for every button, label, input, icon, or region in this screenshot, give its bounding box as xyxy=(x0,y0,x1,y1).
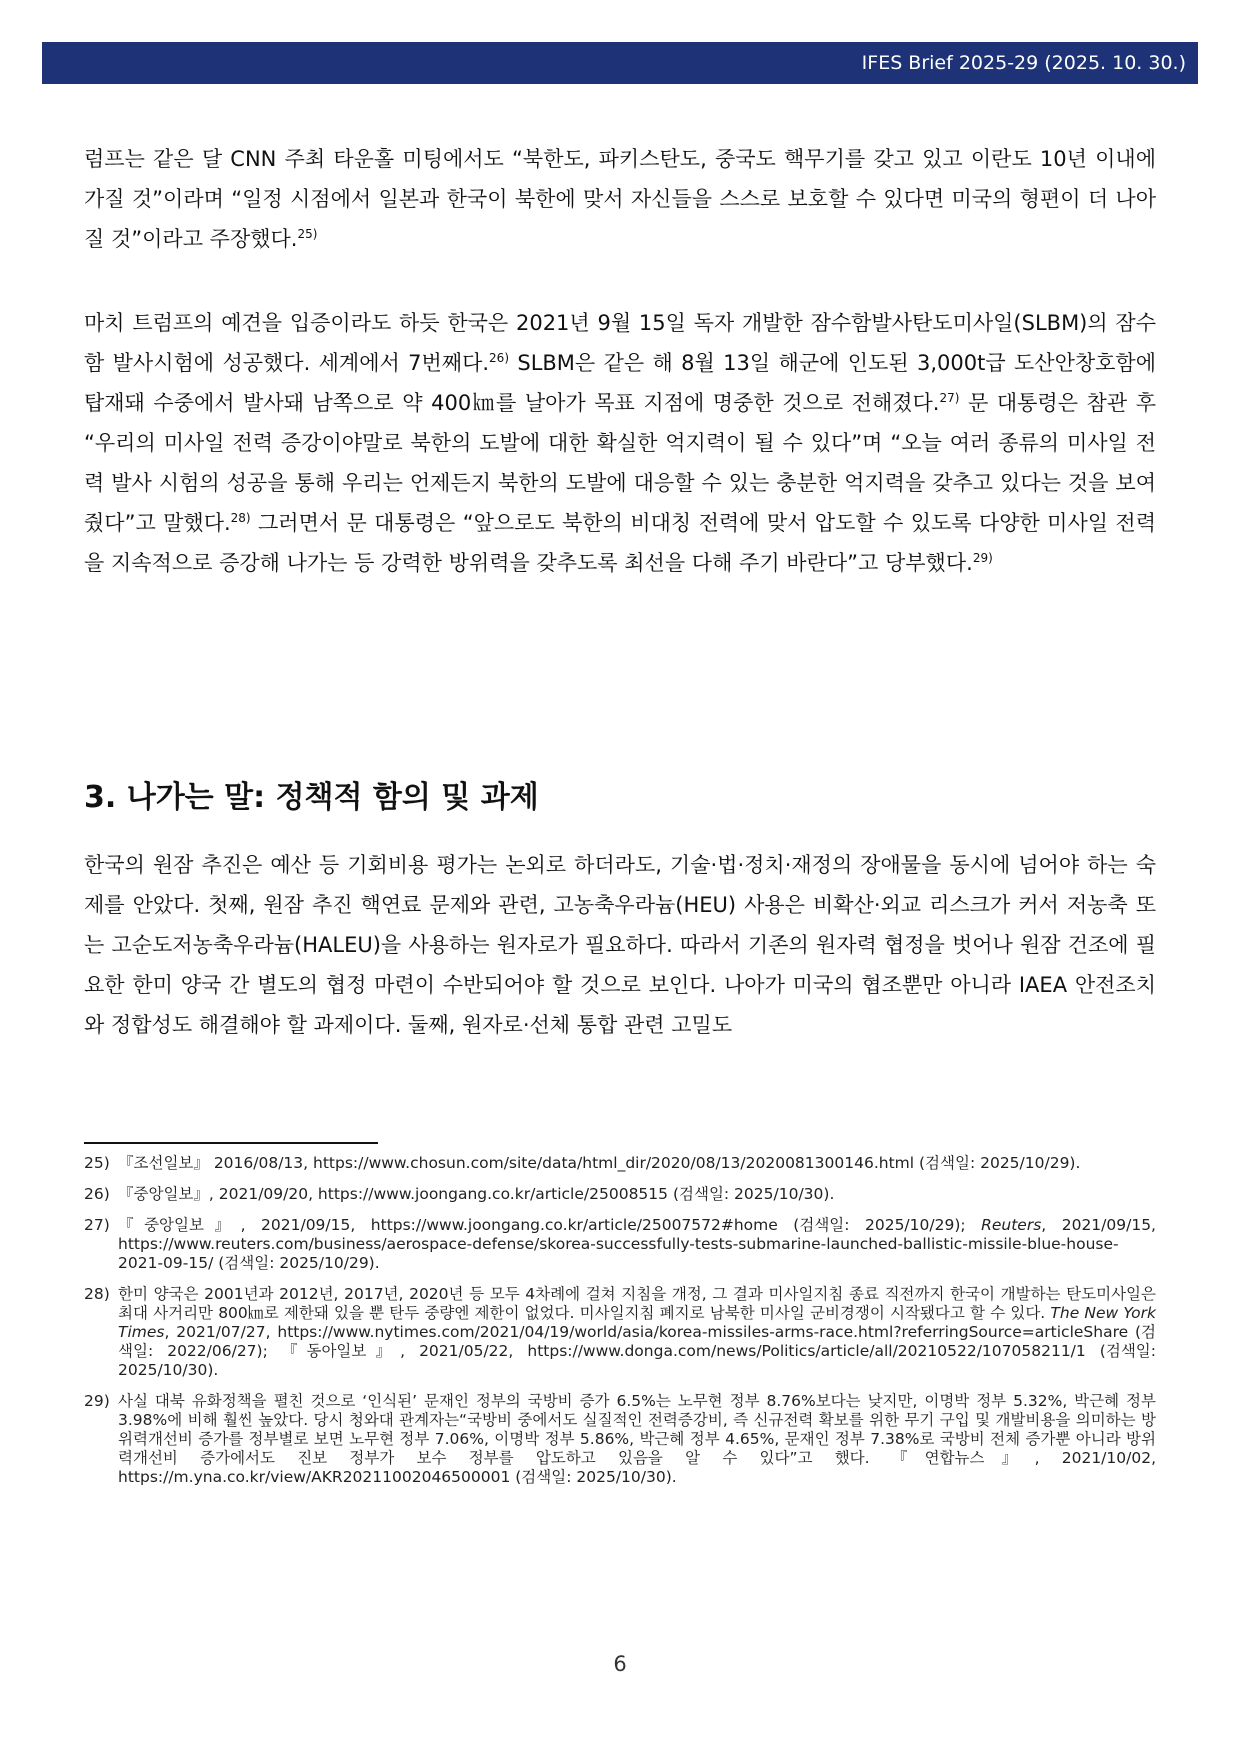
footnote-text: 『조선일보』 2016/08/13, https://www.chosun.com/site/data/html_dir/2020/08/13/2020081300146.html (검색일: 2025/10/29). xyxy=(118,1154,1081,1172)
footnote-27 xyxy=(84,1216,1156,1273)
paragraph-text: 문 대통령은 참관 후 “우리의 미사일 전력 증강이야말로 북한의 도발에 대한 확실한 억지력이 될 수 있다”며 “오늘 여러 종류의 미사일 전력 발사 시험의 성공을 통해 우리는 언제든지 북한의 도발에 대응할 수 있는 충분한 억지력을 갖추고 있다는 것을 보여줬다”고 말했다. xyxy=(84,391,1156,535)
footnote-text-part: 『중앙일보』, 2021/09/15, https://www.joongang.co.kr/article/25007572#home (검색일: 2025/10/29); xyxy=(118,1216,982,1234)
footnote-ref-29[interactable]: 29) xyxy=(972,551,993,565)
paragraph-trump-townhall xyxy=(84,139,1156,259)
paragraph-text: 럼프는 같은 달 CNN 주최 타운홀 미팅에서도 “북한도, 파키스탄도, 중국도 핵무기를 갖고 있고 이란도 10년 이내에 가질 것”이라며 “일정 시점에서 일본과 한국이 북한에 맞서 자신들을 스스로 보호할 수 있다면 미국의 형편이 더 나아질 것”이라고 주장했다. xyxy=(84,147,1156,251)
source-title: The New York Times xyxy=(118,1304,1156,1341)
footnote-text: 사실 대북 유화정책을 펼친 것으로 ‘인식된’ 문재인 정부의 국방비 증가 6.5%는 노무현 정부 8.76%보다는 낮지만, 이명박 정부 5.32%, 박근혜 정부 3.98%에 비해 훨씬 높았다. 당시 청와대 관계자는“국방비 중에서도 실질적인 전력증강비, 즉 신규전력 확보를 위한 무기 구입 및 개발비용을 의미하는 방위력개선비 증가를 정부별로 보면 노무현 정부 7.06%, 이명박 정부 5.86%, 박근혜 정부 4.65%, 문재인 정부 7.38%로 국방비 전체 증가뿐 아니라 방위력개선비 증가에서도 진보 정부가 보수 정부를 압도하고 있음을 알 수 있다”고 했다. 『연합뉴스』, 2021/10/02, https://m.yna.co.kr/view/AKR20211002046500001 (검색일: 2025/10/30). xyxy=(118,1392,1156,1486)
footnote-29 xyxy=(84,1392,1156,1487)
footnote-ref-26[interactable]: 26) xyxy=(489,351,509,365)
footnote-number: 26) xyxy=(84,1185,110,1203)
paragraph-text: 마치 트럼프의 예견을 입증이라도 하듯 한국은 2021년 9월 15일 독자 개발한 잠수함발사탄도미사일(SLBM)의 잠수함 발사시험에 성공했다. 세계에서 7번째다. xyxy=(84,311,1156,375)
footnote-text-part: , 2021/09/15, https://www.reuters.com/business/aerospace-defense/skorea-successfully-tests-submarine-launched-ballistic-missile-blue-house-2021-09-15/ (검색일: 2025/10/29). xyxy=(118,1216,1156,1272)
paragraph-text: SLBM은 같은 해 8월 13일 해군에 인도된 3,000t급 도산안창호함에 탑재돼 수중에서 발사돼 남쪽으로 약 400㎞를 날아가 목표 지점에 명중한 것으로 전해졌다. xyxy=(84,351,1156,415)
footnote-ref-27[interactable]: 27) xyxy=(939,391,960,405)
paragraph-slbm-test xyxy=(84,303,1156,583)
footnote-number: 28) xyxy=(84,1285,110,1303)
footnote-text: 『중앙일보』, 2021/09/20, https://www.joongang.co.kr/article/25008515 (검색일: 2025/10/30). xyxy=(118,1185,835,1203)
footnote-ref-28[interactable]: 28) xyxy=(230,511,251,525)
header-bar xyxy=(42,42,1198,84)
paragraph-policy-implications: 한국의 원잠 추진은 예산 등 기회비용 평가는 논외로 하더라도, 기술·법·정치·재정의 장애물을 동시에 넘어야 하는 숙제를 안았다. 첫째, 원잠 추진 핵연료 문제와 관련, 고농축우라늄(HEU) 사용은 비확산·외교 리스크가 커서 저농축 또는 고순도저농축우라늄(HALEU)을 사용하는 원자로가 필요하다. 따라서 기존의 원자력 협정을 벗어나 원잠 건조에 필요한 한미 양국 간 별도의 협정 마련이 수반되어야 할 것으로 보인다. 나아가 미국의 협조뿐만 아니라 IAEA 안전조치와 정합성도 해결해야 할 과제이다. 둘째, 원자로·선체 통합 관련 고밀도 xyxy=(84,853,1156,1037)
footnote-26 xyxy=(84,1185,1156,1204)
footnote-text xyxy=(118,1285,1156,1380)
footnote-28 xyxy=(84,1285,1156,1380)
footnote-ref-25[interactable]: 25) xyxy=(297,227,318,241)
footnote-text xyxy=(118,1216,1156,1273)
footnote-number: 25) xyxy=(84,1154,110,1172)
page-number: 6 xyxy=(613,1652,627,1676)
footnote-divider xyxy=(84,1142,378,1144)
source-title: Reuters xyxy=(981,1216,1042,1234)
section-heading: 3. 나가는 말: 정책적 함의 및 과제 xyxy=(84,780,539,815)
document-series-title: IFES Brief 2025-29 (2025. 10. 30.) xyxy=(861,52,1186,74)
footnotes xyxy=(84,1154,1156,1499)
footnote-number: 27) xyxy=(84,1216,110,1234)
footnote-number: 29) xyxy=(84,1392,110,1410)
footnote-25 xyxy=(84,1154,1156,1173)
footnote-text-part: 한미 양국은 2001년과 2012년, 2017년, 2020년 등 모두 4차례에 걸쳐 지침을 개정, 그 결과 미사일지침 종료 직전까지 한국이 개발하는 탄도미사일은 최대 사거리만 800㎞로 제한돼 있을 뿐 탄두 중량엔 제한이 없었다. 미사일지침 폐지로 남북한 미사일 군비경쟁이 시작됐다고 할 수 있다. xyxy=(118,1285,1156,1322)
footnote-text-part: , 2021/07/27, https://www.nytimes.com/2021/04/19/world/asia/korea-missiles-arms-race.html?referringSource=articleShare (검색일: 2022/06/27); 『동아일보』, 2021/05/22, https://www.donga.com/news/Politics/article/all/20210522/107058211/1 (검색일: 2025/10/30). xyxy=(118,1323,1156,1379)
paragraph-text: 그러면서 문 대통령은 “앞으로도 북한의 비대칭 전력에 맞서 압도할 수 있도록 다양한 미사일 전력을 지속적으로 증강해 나가는 등 강력한 방위력을 갖추도록 최선을 다해 주기 바란다”고 당부했다. xyxy=(84,511,1156,575)
